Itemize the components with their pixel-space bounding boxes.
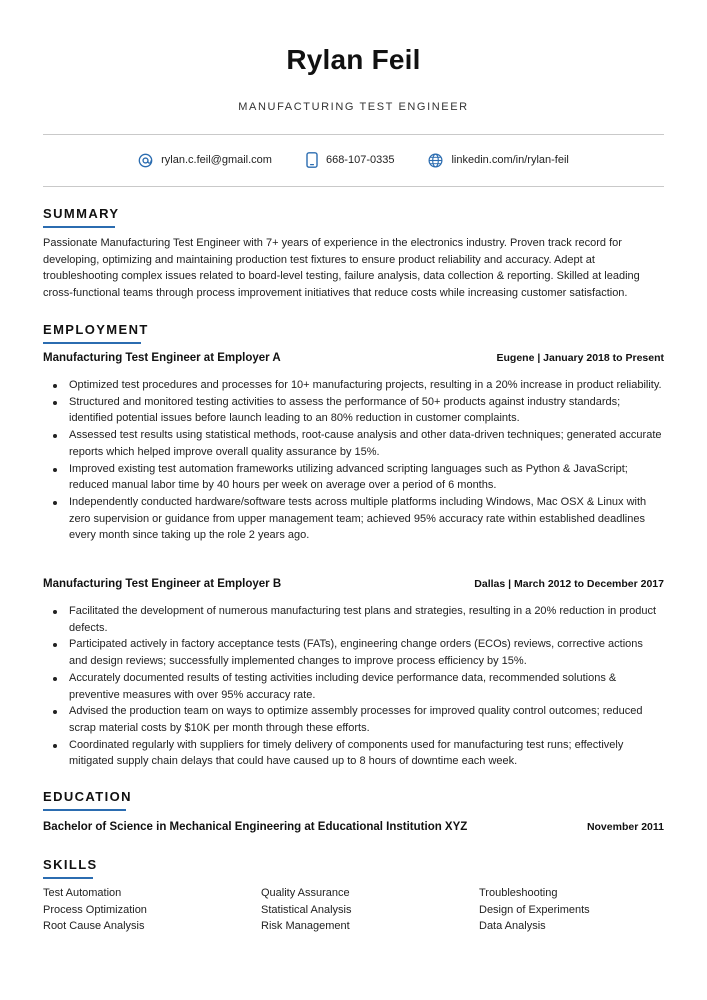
contact-bar <box>43 150 664 170</box>
list-item: Facilitated the development of numerous manufacturing test plans and strategies, resulting in a 20% reduction in product defects. <box>69 603 664 636</box>
skills-underline <box>43 877 93 879</box>
contact-email[interactable] <box>138 153 272 168</box>
skill-item: Process Optimization <box>43 903 147 916</box>
job-meta-b: Dallas | March 2012 to December 2017 <box>474 578 664 590</box>
phone-text: 668-107-0335 <box>325 154 395 166</box>
employment-heading: EMPLOYMENT <box>43 322 149 337</box>
list-item: Coordinated regularly with suppliers for timely delivery of components used for manufacturing test runs; effectively mitigated supply chain delays that could have caused up to 8 hours of downtime each week. <box>69 737 664 770</box>
degree-text: Bachelor of Science in Mechanical Engineering at Educational Institution XYZ <box>43 821 468 833</box>
skill-item: Test Automation <box>43 887 122 899</box>
skill-item: Risk Management <box>261 920 350 933</box>
at-sign-icon <box>138 153 153 168</box>
header-divider-bottom <box>43 186 664 187</box>
list-item: Participated actively in factory acceptance tests (FATs), engineering change orders (ECOs) reviews, corrective actions and design reviews; successfully implemented changes to improve process efficiency by 15%. <box>69 636 664 669</box>
employment-underline <box>43 342 141 344</box>
skill-item: Design of Experiments <box>479 903 590 916</box>
list-item: Advised the production team on ways to optimize assembly processes for improved quality control outcomes; reduced scrap material costs by $10K per month through these efforts. <box>69 703 664 736</box>
education-underline <box>43 809 126 811</box>
skill-item: Statistical Analysis <box>261 903 352 916</box>
job-title-b: Manufacturing Test Engineer at Employer B <box>43 578 282 590</box>
list-item: Accurately documented results of testing activities including device performance data, recommended solutions & preventive measures with over 95% accuracy rate. <box>69 670 664 703</box>
contact-phone[interactable] <box>306 152 395 168</box>
education-entry <box>43 821 664 833</box>
summary-underline <box>43 226 115 228</box>
job-meta-a: Eugene | January 2018 to Present <box>496 352 664 364</box>
job-bullets-b <box>43 603 664 770</box>
list-item: Assessed test results using statistical methods, root-cause analysis and other data-driven techniques; generated accurate reports which helped improve overall quality assurance by 15%. <box>69 427 664 460</box>
contact-linkedin[interactable] <box>428 153 568 168</box>
list-item: Improved existing test automation frameworks utilizing advanced scripting languages such as Python & JavaScript; reduced manual labor time by 40 hours per week on average over a period of 6 months. <box>69 461 664 494</box>
job-header-b <box>43 578 664 590</box>
skill-item: Quality Assurance <box>261 887 350 899</box>
globe-icon <box>428 153 443 168</box>
job-header-a <box>43 352 664 364</box>
email-text: rylan.c.feil@gmail.com <box>161 154 272 166</box>
summary-heading: SUMMARY <box>43 206 120 221</box>
skill-item: Root Cause Analysis <box>43 920 145 933</box>
linkedin-text: linkedin.com/in/rylan-feil <box>451 154 569 166</box>
job-title: MANUFACTURING TEST ENGINEER <box>238 101 469 113</box>
skill-item: Data Analysis <box>479 920 546 933</box>
skills-heading: SKILLS <box>43 857 98 872</box>
skills-grid <box>43 885 664 935</box>
summary-text: Passionate Manufacturing Test Engineer with 7+ years of experience in the electronics industry. Proven track record for developing, optimizing and maintaining production test fixtures to ensure product reliability and accuracy. Adept at troubleshooting complex issues related to board-level testing, failure analysis, data collection & reporting. Skilled at leading cross-functional teams through process improvement initiatives that reduce costs while increasing customer satisfaction. <box>43 237 640 300</box>
phone-icon <box>306 152 318 168</box>
header-divider-top <box>43 134 664 135</box>
list-item: Independently conducted hardware/software tests across multiple platforms including Windows, Mac OSX & Linux with zero supervision or guidance from upper management team; achieved 95% accuracy rate within established deadlines every month since taking up the role 2 years ago. <box>69 494 664 544</box>
candidate-name: Rylan Feil <box>286 44 421 75</box>
education-date: November 2011 <box>586 821 664 833</box>
list-item: Structured and monitored testing activities to assess the performance of 50+ products against industry standards; identified potential issues before launch leading to an 80% reduction in customer complaints. <box>69 394 664 427</box>
list-item: Optimized test procedures and processes for 10+ manufacturing projects, resulting in a 20% increase in product reliability. <box>69 377 664 394</box>
job-title-a: Manufacturing Test Engineer at Employer A <box>43 352 281 364</box>
skill-item: Troubleshooting <box>479 887 558 899</box>
job-bullets-a <box>43 377 664 544</box>
education-heading: EDUCATION <box>43 789 132 804</box>
